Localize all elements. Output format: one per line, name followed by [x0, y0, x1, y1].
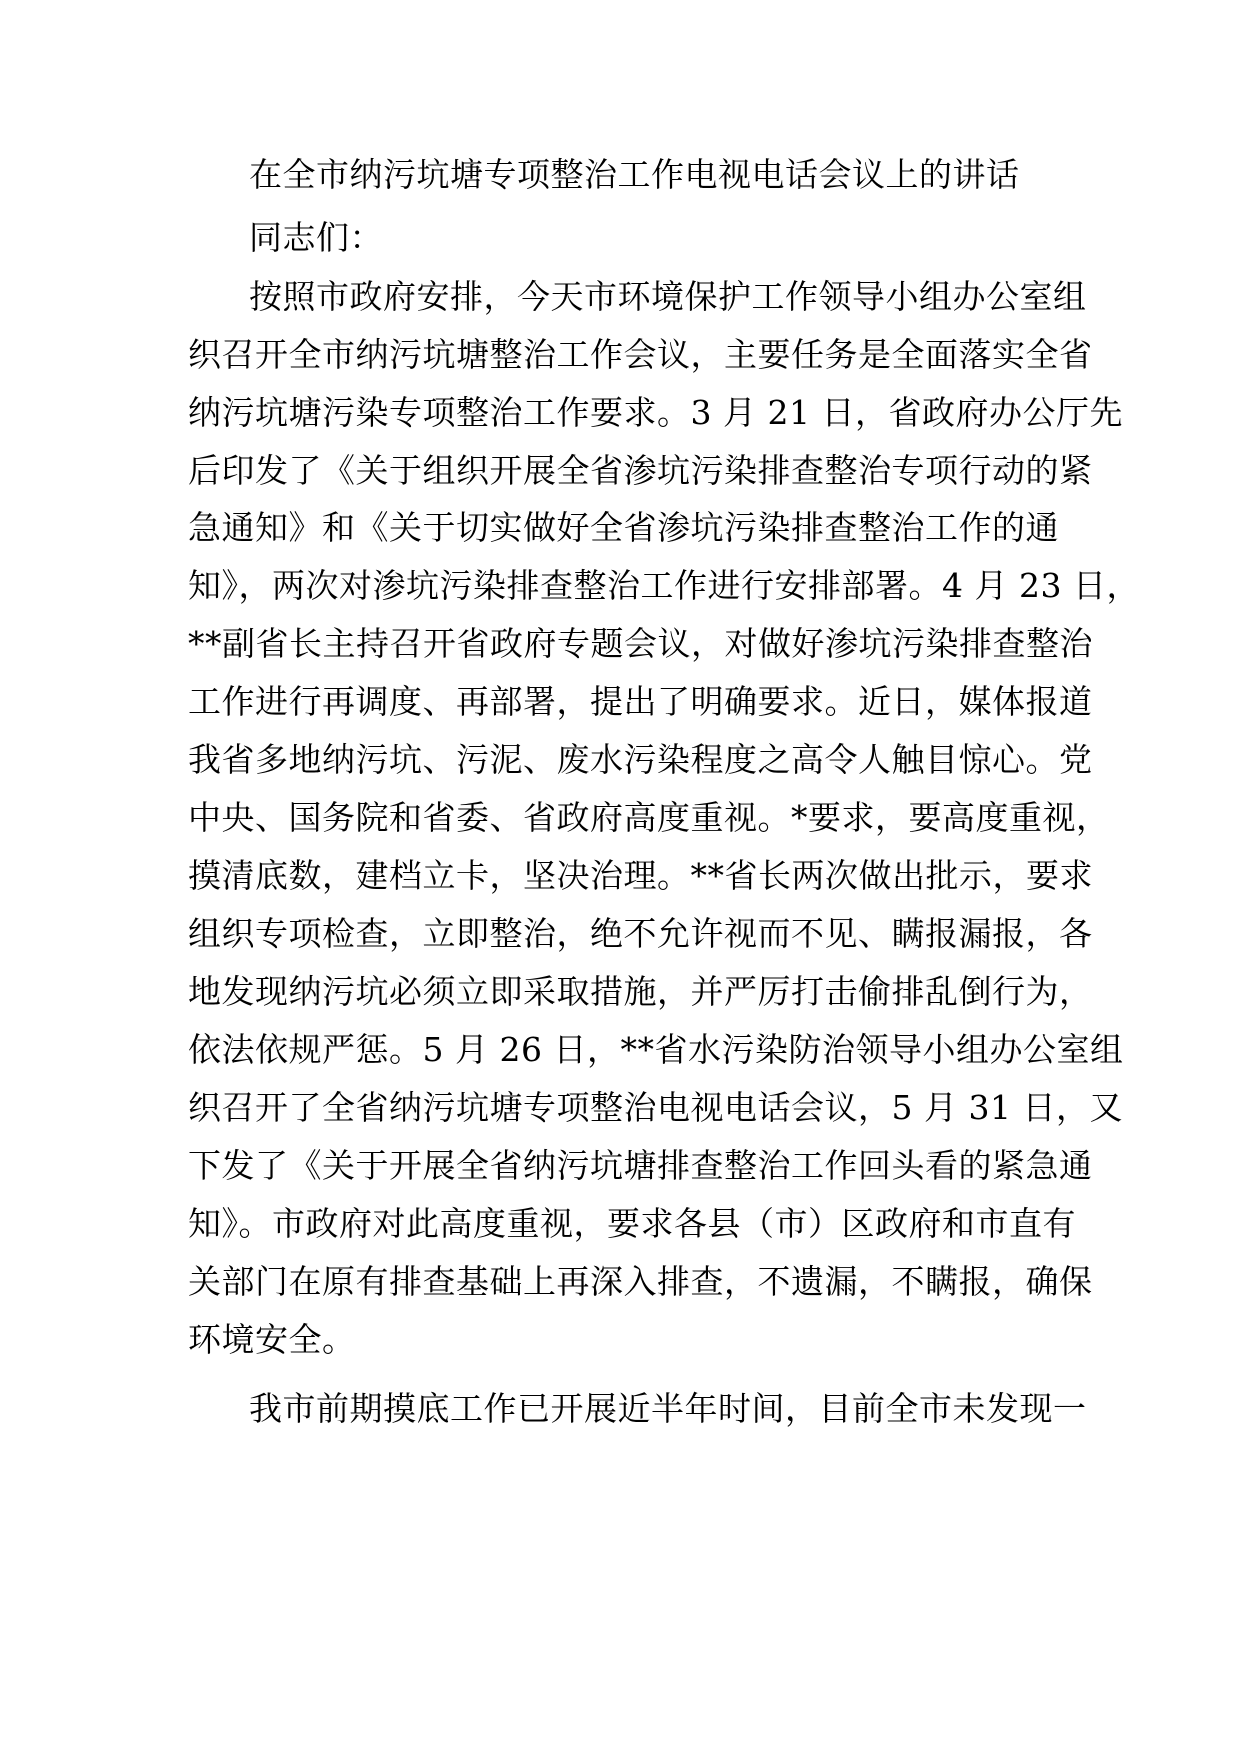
- paragraph-line: 纳污坑塘污染专项整治工作要求。3 月 21 日，省政府办公厅先: [188, 393, 1123, 432]
- paragraph-line: 后印发了《关于组织开展全省渗坑污染排查整治专项行动的紧: [188, 451, 1093, 490]
- paragraph-line: 依法依规严惩。5 月 26 日，**省水污染防治领导小组办公室组: [188, 1030, 1124, 1069]
- paragraph-line: 知》，两次对渗坑污染排查整治工作进行安排部署。4 月 23 日，: [188, 566, 1140, 605]
- paragraph-line: 按照市政府安排，今天市环境保护工作领导小组办公室组: [249, 277, 1087, 316]
- paragraph-line: 中央、国务院和省委、省政府高度重视。*要求，要高度重视，: [188, 798, 1110, 837]
- salutation: 同志们：: [249, 218, 383, 257]
- paragraph-line: 环境安全。: [188, 1320, 356, 1359]
- paragraph-line: 组织专项检查，立即整治，绝不允许视而不见、瞒报漏报，各: [188, 914, 1093, 953]
- paragraph-line: 工作进行再调度、再部署，提出了明确要求。近日，媒体报道: [188, 682, 1093, 721]
- paragraph-line: 织召开全市纳污坑塘整治工作会议，主要任务是全面落实全省: [188, 335, 1093, 374]
- paragraph-line: 关部门在原有排查基础上再深入排查，不遗漏，不瞒报，确保: [188, 1262, 1093, 1301]
- paragraph-line: 织召开了全省纳污坑塘专项整治电视电话会议，5 月 31 日，又: [188, 1088, 1123, 1127]
- document-title: 在全市纳污坑塘专项整治工作电视电话会议上的讲话: [249, 155, 1020, 194]
- paragraph-line: 我市前期摸底工作已开展近半年时间，目前全市未发现一: [249, 1389, 1087, 1428]
- paragraph-line: 我省多地纳污坑、污泥、废水污染程度之高令人触目惊心。党: [188, 740, 1093, 779]
- paragraph-line: 下发了《关于开展全省纳污坑塘排查整治工作回头看的紧急通: [188, 1146, 1093, 1185]
- paragraph-line: 摸清底数，建档立卡，坚决治理。**省长两次做出批示，要求: [188, 856, 1093, 895]
- paragraph-line: 急通知》和《关于切实做好全省渗坑污染排查整治工作的通: [188, 508, 1059, 547]
- paragraph-line: 地发现纳污坑必须立即采取措施，并严厉打击偷排乱倒行为，: [188, 972, 1093, 1011]
- paragraph-line: 知》。市政府对此高度重视，要求各县（市）区政府和市直有: [188, 1204, 1076, 1243]
- paragraph-line: **副省长主持召开省政府专题会议，对做好渗坑污染排查整治: [188, 624, 1093, 663]
